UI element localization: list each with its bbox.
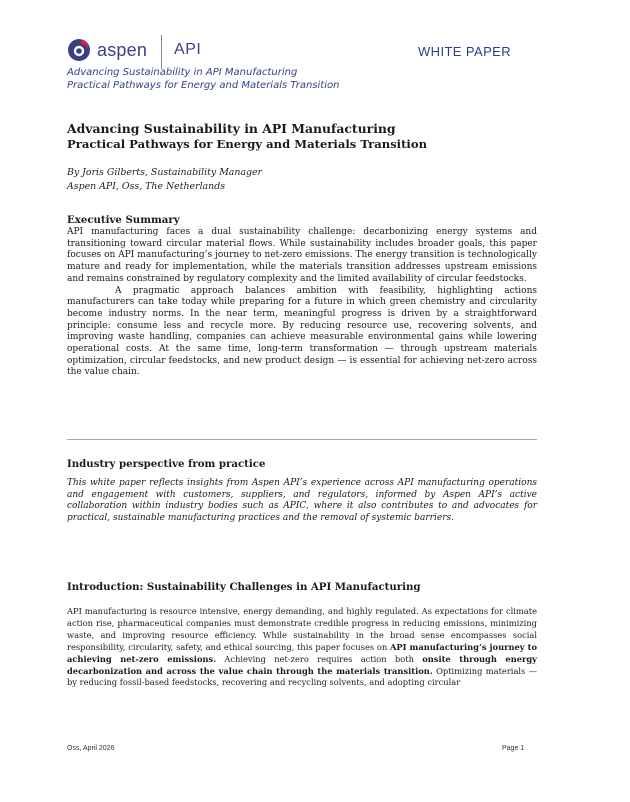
author-line: By Joris Gilberts, Sustainability Manager <box>67 167 263 178</box>
document-subtitle: Practical Pathways for Energy and Materials Transition <box>67 137 428 151</box>
logo-divider <box>161 35 162 69</box>
industry-perspective-paragraph: This white paper reflects insights from Aspen API’s experience across API manufacturing operations and engagement with customers, suppliers, and regulators, informed by Aspen API’s active collaboration within industry bodies such as APIC, where it also contributes to and advocates for practical, sustainable manufacturing practices and the removal of systemic barriers. <box>67 478 537 524</box>
page-number: Page 1 <box>502 745 525 752</box>
executive-summary-paragraph-1: API manufacturing faces a dual sustainability challenge: decarbonizing energy systems and transitioning toward circular material flows. While sustainability includes broader goals, this paper focuses on API manufacturing’s journey to net-zero emissions. The energy transition is technologically mature and ready for implementation, while the materials transition addresses upstream emissions and remains constrained by regulatory complexity and the limited availability of circular feedstocks. <box>67 227 537 284</box>
industry-perspective-text <box>67 478 537 525</box>
section-divider <box>67 439 537 440</box>
introduction-heading: Introduction: Sustainability Challenges in API Manufacturing <box>67 581 421 593</box>
running-header-line-1: Advancing Sustainability in API Manufacturing <box>67 67 298 78</box>
byline <box>67 166 262 194</box>
aspen-logo-icon <box>67 38 91 62</box>
executive-summary-text <box>67 227 537 379</box>
logo-wordmark: aspen <box>97 39 148 60</box>
industry-perspective-heading: Industry perspective from practice <box>67 458 266 470</box>
executive-summary-paragraph-2: A pragmatic approach balances ambition with feasibility, highlighting actions manufacturers can take today while preparing for a future in which green chemistry and circularity become industry norms. In the near term, meaningful progress is driven by a straightforward principle: consume less and recycle more. By reducing resource use, recovering solvents, and improving waste handling, companies can achieve measurable environmental gains while lowering operational costs. At the same time, long-term transformation — through upstream materials optimization, circular feedstocks, and new product design — is essential for achieving net-zero across the value chain. <box>67 285 537 378</box>
intro-text-b: Achieving net-zero requires action both <box>216 653 423 664</box>
intro-text-a: API manufacturing is resource intensive, energy demanding, and highly regulated. As expectations for climate action rise, pharmaceutical companies must demonstrate credible progress in reducing emissions, minimizing waste, and improving resource efficiency. While sustainability in the broad sense encompasses social responsibility, circularity, safety, and ethical sourcing, this paper focuses on <box>67 606 537 652</box>
intro-text-c: Optimizing materials — by reducing fossil-based feedstocks, recovering and recycling solvents, and adopting circular <box>67 665 537 688</box>
document-type-label: WHITE PAPER <box>418 44 512 59</box>
document-title: Advancing Sustainability in API Manufacturing <box>67 121 396 136</box>
intro-bold-b: onsite through energy decarbonization and across the value chain through the materials transition. <box>67 653 537 676</box>
running-header <box>67 66 339 92</box>
executive-summary-heading: Executive Summary <box>67 214 180 226</box>
footer-date: Oss, April 2026 <box>67 745 115 752</box>
introduction-text <box>67 606 537 689</box>
aspen-logo <box>67 36 201 64</box>
logo-api-label: API <box>174 41 202 58</box>
intro-bold-a: API manufacturing’s journey to achieving net-zero emissions. <box>67 641 537 664</box>
affiliation-line: Aspen API, Oss, The Netherlands <box>67 181 226 192</box>
running-header-line-2: Practical Pathways for Energy and Materials Transition <box>67 80 340 91</box>
introduction-paragraph <box>67 606 537 689</box>
